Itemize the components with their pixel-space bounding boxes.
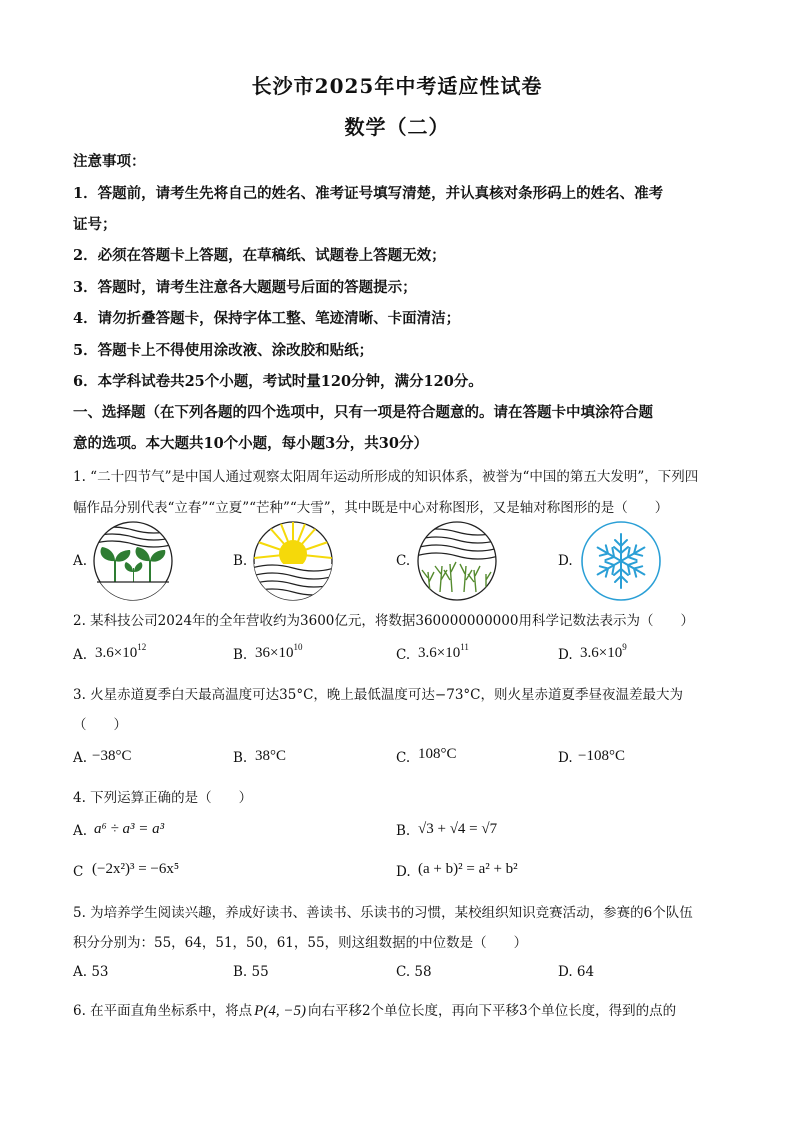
notice-item: 6．本学科试卷共25个小题，考试时量120分钟，满分120分。	[73, 373, 483, 390]
question-5-stem: 5. 为培养学生阅读兴趣，养成好读书、善读书、乐读书的习惯，某校组织知识竞赛活动，参赛的6个队伍	[73, 905, 693, 921]
section-heading: 一、选择题（在下列各题的四个选项中，只有一项是符合题意的。请在答题卡中填涂符合题	[73, 404, 653, 421]
option-value: 108°C	[418, 746, 457, 762]
option-label: A.	[73, 823, 88, 839]
option-label: D.	[558, 553, 573, 569]
option-value: √3 + √4 = √7	[418, 821, 498, 837]
option-label: C.	[396, 750, 411, 766]
option-label: B.	[396, 823, 411, 839]
notice-item: 3．答题时，请考生注意各大题题号后面的答题提示；	[73, 279, 417, 296]
sprout-icon	[92, 520, 174, 602]
question-1-stem: 1. “二十四节气”是中国人通过观察太阳周年运动所形成的知识体系，被誉为“中国的第五大发明”，下列四	[73, 469, 699, 485]
notice-heading: 注意事项：	[73, 153, 146, 170]
exam-title: 长沙市2025年中考适应性试卷	[251, 74, 543, 98]
notice-item: 1．答题前，请考生先将自己的姓名、准考证号填写清楚，并认真核对条形码上的姓名、准考	[73, 185, 664, 202]
snowflake-icon	[580, 520, 662, 602]
grass-icon	[416, 520, 498, 602]
option-label: D.	[558, 647, 573, 663]
option-label: A.	[73, 553, 88, 569]
option-label: B.	[233, 553, 248, 569]
question-5-stem: 积分分别为：55，64，51，50，61，55，则这组数据的中位数是（ ）	[73, 935, 528, 951]
option-value: −108°C	[578, 748, 625, 764]
option-label: B.	[233, 750, 248, 766]
option-text: C. 58	[396, 964, 432, 980]
option-label: C.	[396, 647, 411, 663]
option-label: B.	[233, 647, 248, 663]
option-label: C	[73, 864, 84, 880]
option-label: A.	[73, 750, 88, 766]
option-value: 38°C	[255, 748, 287, 764]
option-text: A. 53	[73, 964, 109, 980]
question-4-stem: 4. 下列运算正确的是（ ）	[73, 790, 253, 806]
question-6-stem: 6. 在平面直角坐标系中，将点 P(4, −5) 向右平移2个单位长度，再向下平移3个单位长度，得到的点的	[73, 1003, 677, 1019]
option-value: a⁶ ÷ a³ = a³	[94, 821, 165, 837]
question-3-stem: （ ）	[73, 717, 127, 733]
question-2-stem: 2. 某科技公司2024年的全年营收约为3600亿元，将数据360000000000用科学记数法表示为（ ）	[73, 613, 694, 629]
notice-item: 2．必须在答题卡上答题，在草稿纸、试题卷上答题无效；	[73, 247, 446, 264]
option-value: −38°C	[92, 748, 132, 764]
option-value: (a + b)² = a² + b²	[418, 861, 518, 877]
option-label: D.	[558, 750, 573, 766]
option-value: $3.6\times 10^{12}$	[95, 642, 147, 661]
option-value: $36\times 10^{10}$	[255, 642, 303, 661]
section-heading: 意的选项。本大题共10个小题，每小题3分，共30分）	[73, 435, 428, 452]
option-text: D. 64	[558, 964, 595, 980]
notice-item: 4．请勿折叠答题卡，保持字体工整、笔迹清晰、卡面清洁；	[73, 310, 461, 327]
question-1-stem: 幅作品分别代表“立春”“立夏”“芒种”“大雪”，其中既是中心对称图形，又是轴对称图形的是（ ）	[73, 500, 669, 516]
option-value: (−2x²)³ = −6x⁵	[92, 861, 180, 877]
option-label: A.	[73, 647, 88, 663]
notice-item: 证号；	[73, 216, 117, 233]
point-label: P(4, −5)	[254, 1003, 306, 1019]
option-label: D.	[396, 864, 411, 880]
option-label: C.	[396, 553, 411, 569]
sun-icon	[252, 520, 334, 602]
option-value: $3.6\times 10^9$	[580, 642, 627, 661]
notice-item: 5．答题卡上不得使用涂改液、涂改胶和贴纸；	[73, 342, 374, 359]
option-value: $3.6\times 10^{11}$	[418, 642, 469, 661]
question-3-stem: 3. 火星赤道夏季白天最高温度可达35°C，晚上最低温度可达−73°C，则火星赤道夏季昼夜温差最大为	[73, 687, 683, 703]
option-text: B. 55	[233, 964, 269, 980]
exam-subtitle: 数学（二）	[344, 115, 450, 139]
